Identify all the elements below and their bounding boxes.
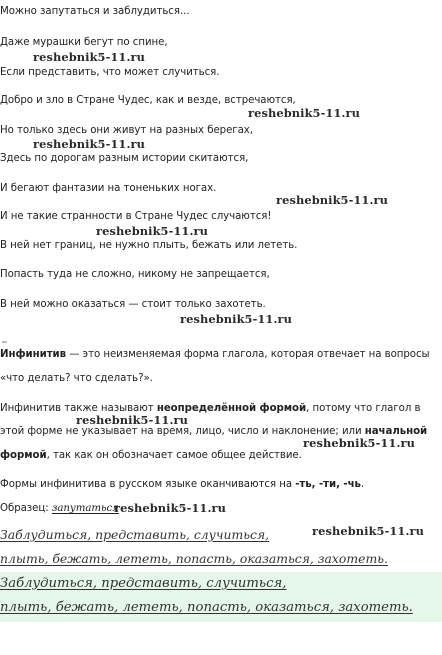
watermark: reshebnik5-11.ru (33, 50, 146, 64)
watermark: reshebnik5-11.ru (303, 436, 416, 450)
answer-original-line-1: Заблудиться, представить, случиться, (0, 527, 270, 542)
watermark: reshebnik5-11.ru (180, 312, 293, 326)
watermark: reshebnik5-11.ru (312, 524, 425, 538)
theory-paragraph-1-line-2: «что делать? что сделать?». (0, 373, 153, 384)
answer-original-line-2: плыть, бежать, лететь, попасть, оказаться, захотеть. (0, 551, 388, 566)
infinitive-endings: -ть, -ти, -чь (295, 479, 361, 490)
watermark: reshebnik5-11.ru (248, 106, 361, 120)
watermark: reshebnik5-11.ru (276, 193, 389, 207)
term-initial: начальной (364, 426, 428, 437)
sample-label: Образец: (0, 503, 52, 514)
answer-highlighted-line-2: плыть, бежать, лететь, попасть, оказаться, захотеть. (0, 600, 413, 615)
divider-mark (2, 341, 7, 343)
poem-line-3: Если представить, что может случиться. (0, 67, 220, 78)
poem-line-11: В ней можно оказаться — стоит только захотеть. (0, 299, 266, 310)
watermark: reshebnik5-11.ru (96, 224, 209, 238)
poem-line-10: Попасть туда не сложно, никому не запрещается, (0, 269, 270, 280)
poem-line-1: Можно запутаться и заблудиться... (0, 6, 190, 17)
watermark: reshebnik5-11.ru (76, 413, 189, 427)
theory-paragraph-2: Инфинитив также называют неопределённой формой, потому что глагол в (0, 403, 421, 414)
sample-word: запутаться (51, 503, 119, 514)
poem-line-5: Но только здесь они живут на разных берегах, (0, 125, 253, 136)
poem-line-2: Даже мурашки бегут по спине, (0, 37, 168, 48)
term-form: формой (0, 450, 47, 461)
watermark: reshebnik5-11.ru (114, 501, 227, 515)
poem-line-4: Добро и зло в Стране Чудес, как и везде, встречаются, (0, 95, 296, 106)
sample-line (0, 502, 119, 515)
theory-paragraph-2-line-3: формой, так как он обозначает самое общее действие. (0, 450, 302, 461)
term-infinitive: Инфинитив (0, 349, 67, 360)
theory-paragraph-3: Формы инфинитива в русском языке оканчиваются на -ть, -ти, -чь. (0, 479, 365, 490)
poem-line-6: Здесь по дорогам разным истории скитаются, (0, 153, 249, 164)
poem-line-9: В ней нет границ, не нужно плыть, бежать или лететь. (0, 240, 298, 251)
poem-line-8: И не такие странности в Стране Чудес случаются! (0, 211, 272, 222)
watermark: reshebnik5-11.ru (33, 137, 146, 151)
theory-paragraph-1: Инфинитив — это неизменяемая форма глагола, которая отвечает на вопросы (0, 349, 430, 360)
answer-highlighted-line-1: Заблудиться, представить, случиться, (0, 576, 287, 591)
term-indefinite-form: неопределённой формой (156, 403, 307, 414)
poem-line-7: И бегают фантазии на тоненьких ногах. (0, 183, 217, 194)
theory-paragraph-2-line-2: этой форме не указывает на время, лицо, число и наклонение; или начальной (0, 426, 428, 437)
